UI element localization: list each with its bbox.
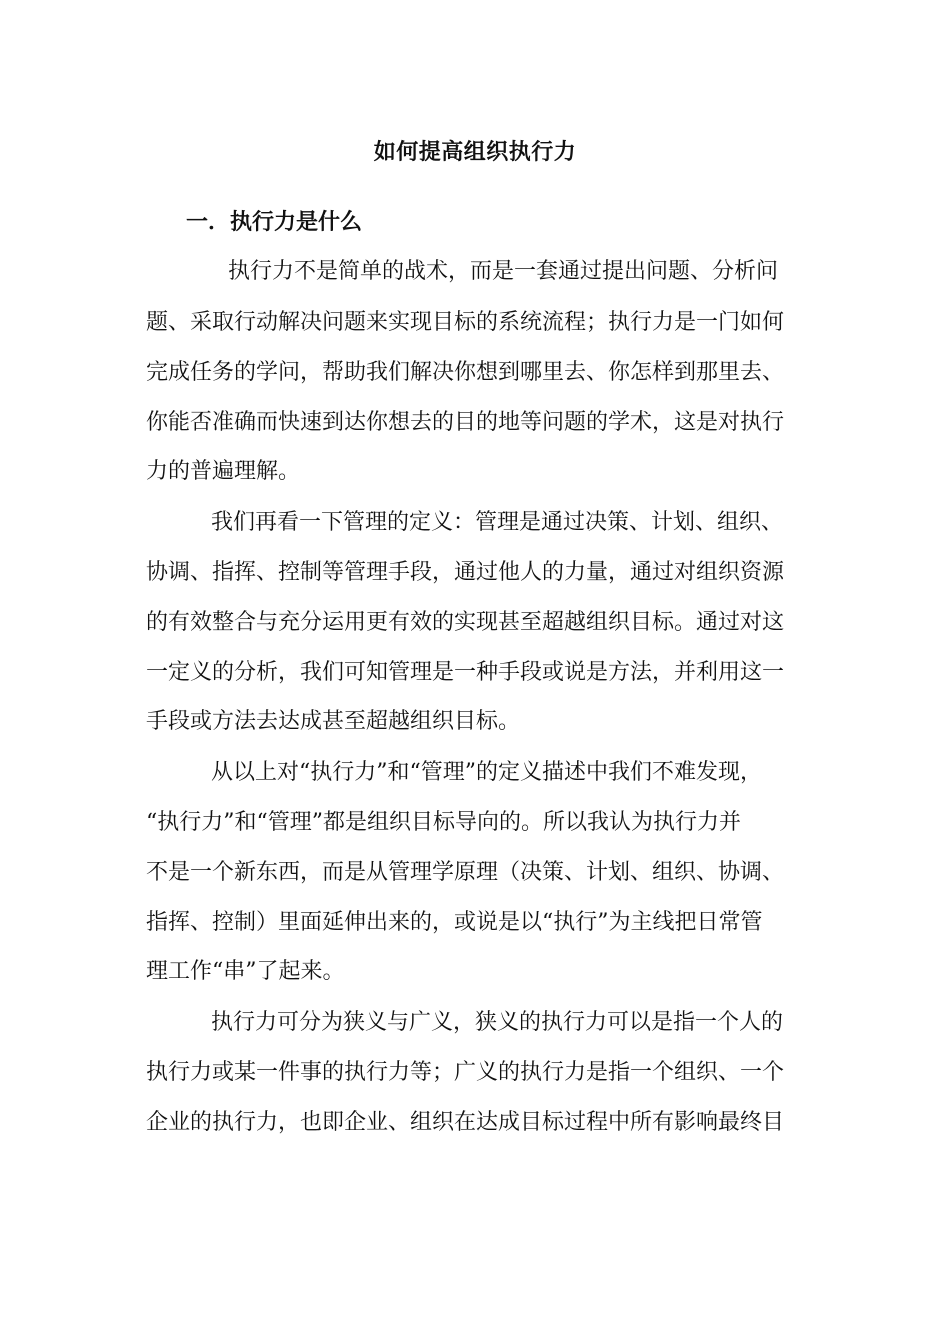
- paragraph-line: 执行力可分为狭义与广义，狭义的执行力可以是指一个人的: [211, 1010, 784, 1035]
- paragraph-line: 从以上对“执行力”和“管理”的定义描述中我们不难发现，: [211, 760, 762, 785]
- paragraph-line: 指挥、控制）里面延伸出来的，或说是以“执行”为主线把日常管: [146, 910, 763, 935]
- paragraph-line: 手段或方法去达成甚至超越组织目标。: [146, 709, 521, 734]
- paragraph-line: 力的普遍理解。: [146, 459, 301, 484]
- paragraph-line: 的有效整合与充分运用更有效的实现甚至超越组织目标。通过对这: [146, 610, 785, 635]
- paragraph-line: 理工作“串”了起来。: [146, 959, 345, 984]
- paragraph-line: 执行力或某一件事的执行力等；广义的执行力是指一个组织、一个: [146, 1060, 785, 1085]
- paragraph-line: 企业的执行力，也即企业、组织在达成目标过程中所有影响最终目: [146, 1110, 785, 1135]
- paragraph-line: 我们再看一下管理的定义：管理是通过决策、计划、组织、: [211, 510, 784, 535]
- paragraph-line: 一定义的分析，我们可知管理是一种手段或说是方法，并利用这一: [146, 660, 785, 685]
- section-heading: 一．执行力是什么: [186, 209, 363, 235]
- paragraph-line: 协调、指挥、控制等管理手段，通过他人的力量，通过对组织资源: [146, 560, 785, 585]
- paragraph-line: “执行力”和“管理”都是组织目标导向的。所以我认为执行力并: [146, 810, 741, 835]
- paragraph-line: 不是一个新东西，而是从管理学原理（决策、计划、组织、协调、: [146, 860, 785, 885]
- document-title: 如何提高组织执行力: [373, 139, 577, 165]
- paragraph-line: 你能否准确而快速到达你想去的目的地等问题的学术，这是对执行: [146, 410, 785, 435]
- paragraph-line: 完成任务的学问，帮助我们解决你想到哪里去、你怎样到那里去、: [146, 360, 785, 385]
- paragraph-line: 题、采取行动解决问题来实现目标的系统流程；执行力是一门如何: [146, 310, 785, 335]
- paragraph-line: 执行力不是简单的战术，而是一套通过提出问题、分析问: [228, 259, 779, 284]
